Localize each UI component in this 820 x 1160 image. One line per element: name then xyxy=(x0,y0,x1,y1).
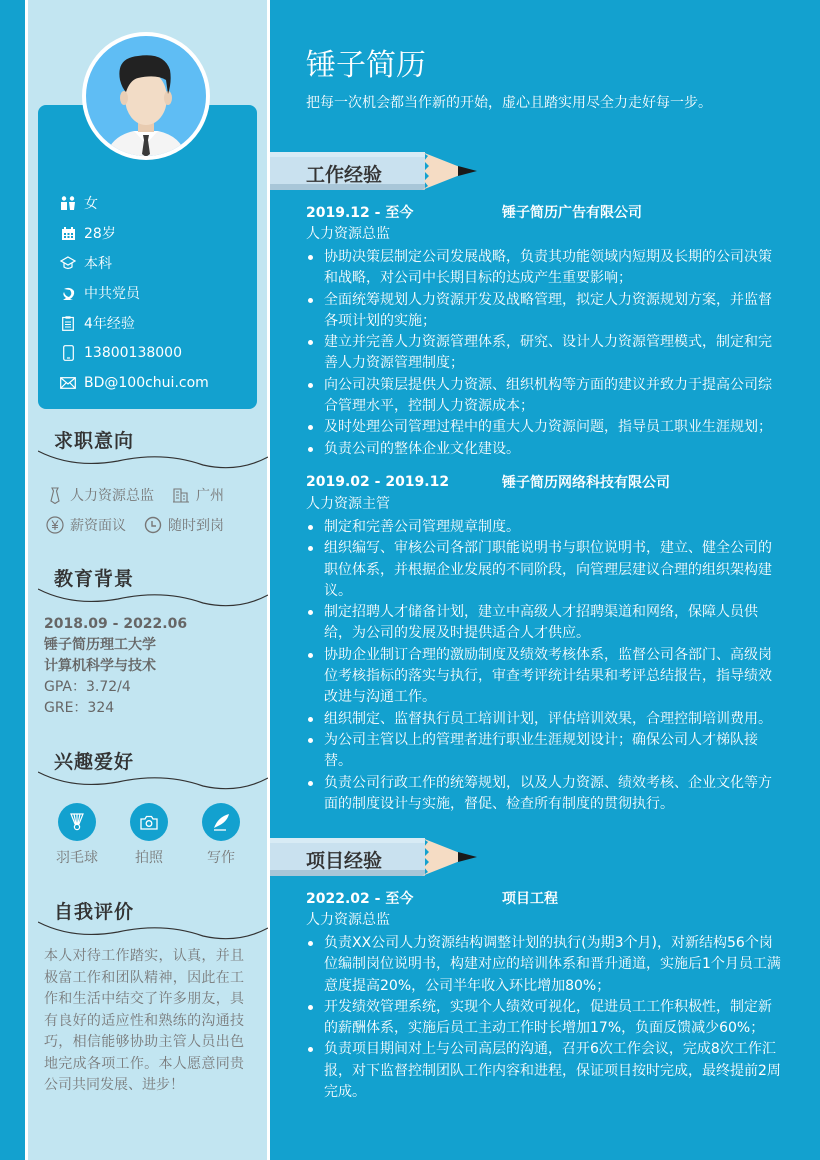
self-evaluation-title: 自我评价 xyxy=(54,901,135,923)
hobby-badminton xyxy=(44,803,110,867)
duty-item: 建立并完善人力资源管理体系，研究、设计人力资源管理模式，制定和完善人力资源管理制度； xyxy=(306,332,784,375)
age-value: 28岁 xyxy=(84,226,116,242)
duty-item: 制定和完善公司管理规章制度。 xyxy=(306,517,784,538)
resume-title: 锤子简历 xyxy=(306,48,426,83)
graduation-cap-icon xyxy=(60,255,76,271)
political-value: 中共党员 xyxy=(84,286,140,302)
intent-city xyxy=(172,485,224,505)
job-intent-list xyxy=(46,480,266,540)
info-email xyxy=(60,368,209,398)
badminton-icon xyxy=(58,803,96,841)
clipboard-icon xyxy=(60,315,76,331)
education-title: 教育背景 xyxy=(54,568,135,590)
info-political xyxy=(60,278,209,308)
hobby-photography xyxy=(116,803,182,867)
hobbies-title: 兴趣爱好 xyxy=(54,751,135,773)
info-degree xyxy=(60,248,209,278)
avatar-illustration xyxy=(86,36,206,156)
job-intent-title: 求职意向 xyxy=(54,430,135,452)
duty-item: 组织制定、监督执行员工培训计划，评估培训效果，合理控制培训费用。 xyxy=(306,709,784,730)
info-gender xyxy=(60,188,209,218)
wave-divider xyxy=(38,916,268,946)
avatar xyxy=(82,32,210,160)
hobby-label: 拍照 xyxy=(135,850,163,866)
yen-icon xyxy=(46,516,64,534)
education-gre: GRE：324 xyxy=(44,700,115,716)
wave-divider xyxy=(38,445,268,475)
education-gpa: GPA：3.72/4 xyxy=(44,679,131,695)
resume-motto: 把每一次机会都当作新的开始，虚心且踏实用尽全力走好每一步。 xyxy=(306,95,712,111)
work-experience-title: 工作经验 xyxy=(306,164,383,186)
tie-icon xyxy=(46,486,64,504)
wave-divider xyxy=(38,766,268,796)
project-experience-title: 项目经验 xyxy=(306,850,383,872)
work-item xyxy=(306,471,784,815)
education-block xyxy=(44,614,187,719)
duty-item: 开发绩效管理系统，实现个人绩效可视化，促进员工工作积极性，制定新的薪酬体系，实施后员工主动工作时长增加17%，负面反馈减少60%； xyxy=(306,997,784,1040)
intent-position-label: 人力资源总监 xyxy=(70,488,154,504)
party-emblem-icon xyxy=(60,285,76,301)
duty-item: 负责项目期间对上与公司高层的沟通，召开6次工作会议，完成8次工作汇报，对下监督控制团队工作内容和进程，保证项目按时完成，最终提前2周完成。 xyxy=(306,1039,784,1103)
hobby-writing xyxy=(188,803,254,867)
work-company: 锤子简历广告有限公司 xyxy=(502,205,642,221)
clock-icon xyxy=(144,516,162,534)
work-duties xyxy=(306,517,784,815)
duty-item: 制定招聘人才储备计划，建立中高级人才招聘渠道和网络，保障人员供给，为公司的发展及时提供适合人才供应。 xyxy=(306,602,784,645)
info-age xyxy=(60,218,209,248)
gender-value: 女 xyxy=(84,196,98,212)
work-role: 人力资源主管 xyxy=(306,496,390,512)
intent-salary-label: 薪资面议 xyxy=(70,518,126,534)
info-phone xyxy=(60,338,209,368)
camera-icon xyxy=(130,803,168,841)
duty-item: 负责公司的整体企业文化建设。 xyxy=(306,439,784,460)
duty-item: 全面统筹规划人力资源开发及战略管理，拟定人力资源规划方案，并监督各项计划的实施； xyxy=(306,290,784,333)
self-evaluation-text: 本人对待工作踏实，认真，并且极富工作和团队精神，因此在工作和生活中结交了许多朋友，具有良好的适应性和熟练的沟通技巧，相信能够协助主管人员出色地完成各项工作。本人愿意同贵公司共同发展、进步！ xyxy=(44,948,244,1093)
email-value: BD@100chui.com xyxy=(84,375,209,391)
duty-item: 协助企业制订合理的激励制度及绩效考核体系，监督公司各部门、高级岗位考核指标的落实与执行，审查考评统计结果和考评总结报告，指导绩效改进与沟通工作。 xyxy=(306,645,784,709)
left-edge-strip xyxy=(0,0,25,1160)
education-period: 2018.09 - 2022.06 xyxy=(44,616,188,632)
hobby-label: 羽毛球 xyxy=(56,850,98,866)
duty-item: 负责公司行政工作的统筹规划，以及人力资源、绩效考核、企业文化等方面的制度设计与实施，督促、检查所有制度的贯彻执行。 xyxy=(306,773,784,816)
degree-value: 本科 xyxy=(84,256,112,272)
intent-availability xyxy=(144,515,224,535)
gender-icon xyxy=(60,195,76,211)
calendar-icon xyxy=(60,225,76,241)
hobby-label: 写作 xyxy=(207,850,235,866)
building-icon xyxy=(172,486,190,504)
personal-info-list xyxy=(60,188,209,398)
mail-icon xyxy=(60,375,76,391)
duty-item: 组织编写、审核公司各部门职能说明书与职位说明书，建立、健全公司的职位体系，并根据企业发展的不同阶段，向管理层建议合理的组织架构建议。 xyxy=(306,538,784,602)
duty-item: 及时处理公司管理过程中的重大人力资源问题，指导员工职业生涯规划； xyxy=(306,417,784,438)
duty-item: 为公司主管以上的管理者进行职业生涯规划设计；确保公司人才梯队接替。 xyxy=(306,730,784,773)
hobbies-list xyxy=(44,803,254,867)
work-duties xyxy=(306,247,784,460)
wave-divider xyxy=(38,583,268,613)
work-period: 2019.02 - 2019.12 xyxy=(306,474,450,490)
intent-city-label: 广州 xyxy=(196,488,224,504)
duty-item: 向公司决策层提供人力资源、组织机构等方面的建议并致力于提高公司综合管理水平，控制人力资源成本； xyxy=(306,375,784,418)
duty-item: 负责XX公司人力资源结构调整计划的执行(为期3个月)，对新结构56个岗位编制岗位说明书，构建对应的培训体系和晋升通道，实施后1个月员工满意度提高20%，公司半年收入环比增加80%； xyxy=(306,933,784,997)
education-school: 锤子简历理工大学 xyxy=(44,637,156,653)
male-avatar-icon xyxy=(86,36,206,156)
project-name: 项目工程 xyxy=(502,891,558,907)
work-period: 2019.12 - 至今 xyxy=(306,205,414,221)
intent-availability-label: 随时到岗 xyxy=(168,518,224,534)
work-item xyxy=(306,201,784,460)
info-experience xyxy=(60,308,209,338)
project-item xyxy=(306,887,784,1103)
phone-value: 13800138000 xyxy=(84,345,182,361)
project-duties xyxy=(306,933,784,1103)
quill-icon xyxy=(202,803,240,841)
experience-value: 4年经验 xyxy=(84,316,135,332)
work-role: 人力资源总监 xyxy=(306,226,390,242)
education-major: 计算机科学与技术 xyxy=(44,658,156,674)
intent-position xyxy=(46,485,154,505)
project-role: 人力资源总监 xyxy=(306,912,390,928)
work-company: 锤子简历网络科技有限公司 xyxy=(502,475,670,491)
phone-icon xyxy=(60,345,76,361)
duty-item: 协助决策层制定公司发展战略，负责其功能领域内短期及长期的公司决策和战略，对公司中长期目标的达成产生重要影响； xyxy=(306,247,784,290)
intent-salary xyxy=(46,515,126,535)
project-period: 2022.02 - 至今 xyxy=(306,891,414,907)
